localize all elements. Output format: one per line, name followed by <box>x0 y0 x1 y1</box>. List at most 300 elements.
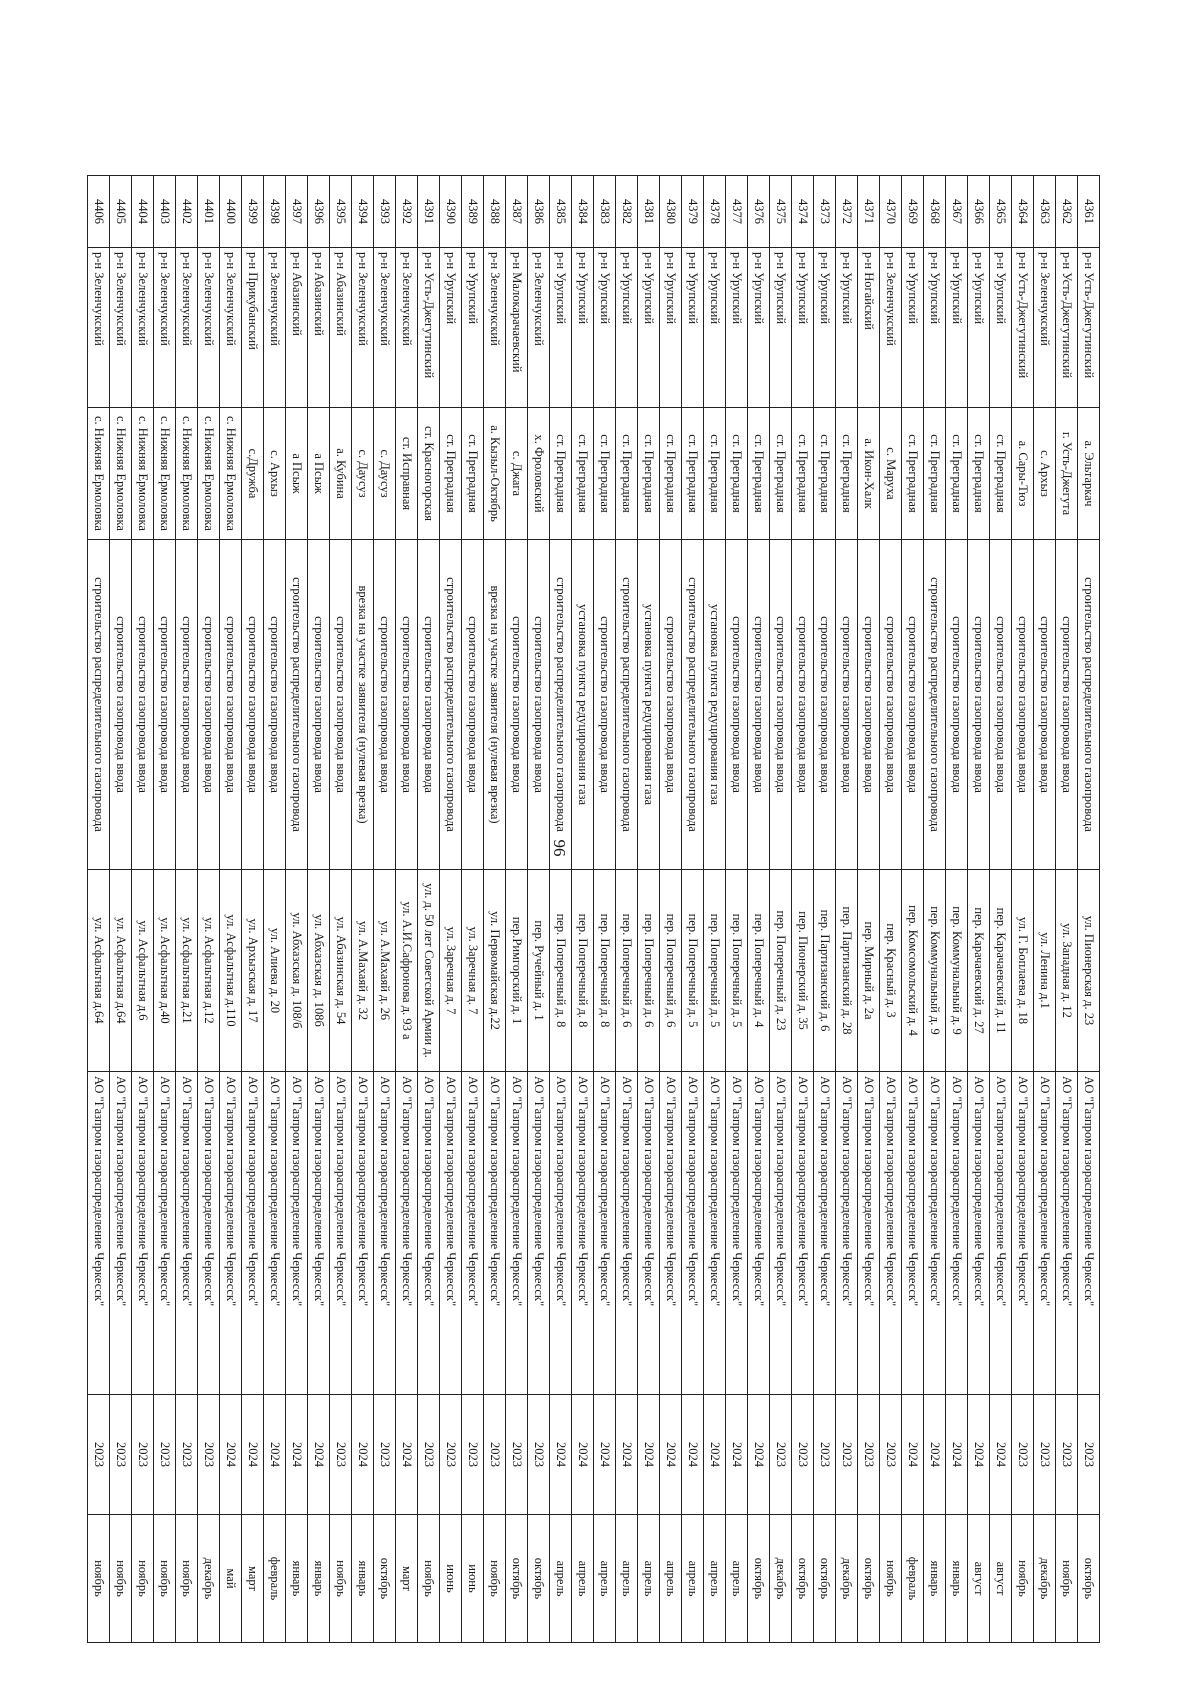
settlement-cell: с. Архыз <box>264 408 286 540</box>
district-cell: р-н Урупский <box>638 248 660 408</box>
work-type-cell: врезка на участке заявителя (нулевая врезка) <box>484 540 506 870</box>
row-number-cell: 4387 <box>506 176 528 248</box>
district-cell: р-н Зеленчукский <box>880 248 902 408</box>
table-row <box>110 176 132 1643</box>
district-cell: р-н Урупский <box>924 248 946 408</box>
work-type-cell: строительство газопровода ввода <box>220 540 242 870</box>
year-cell: 2023 <box>880 1395 902 1515</box>
district-cell: р-н Абазинский <box>330 248 352 408</box>
organization-cell: АО "Газпром газораспределение Черкесск" <box>550 1072 572 1395</box>
district-cell: р-н Зеленчукский <box>110 248 132 408</box>
organization-cell: АО "Газпром газораспределение Черкесск" <box>462 1072 484 1395</box>
row-number-cell: 4400 <box>220 176 242 248</box>
settlement-cell: с. Нижняя Ермоловка <box>176 408 198 540</box>
district-cell: р-н Зеленчукский <box>528 248 550 408</box>
work-type-cell: строительство распределительного газопровода <box>924 540 946 870</box>
row-number-cell: 4368 <box>924 176 946 248</box>
address-cell: ул. Ленина д.1 <box>1034 870 1056 1072</box>
year-cell: 2023 <box>1034 1395 1056 1515</box>
settlement-cell: ст. Преградная <box>924 408 946 540</box>
work-type-cell: строительство газопровода ввода <box>110 540 132 870</box>
gasification-schedule-table <box>87 175 1100 1643</box>
year-cell: 2023 <box>88 1395 110 1515</box>
organization-cell: АО "Газпром газораспределение Черкесск" <box>726 1072 748 1395</box>
month-cell: ноябрь <box>1012 1515 1034 1643</box>
month-cell: декабрь <box>198 1515 220 1643</box>
row-number-cell: 4366 <box>968 176 990 248</box>
table-row <box>308 176 330 1643</box>
district-cell: р-н Урупский <box>990 248 1012 408</box>
month-cell: март <box>396 1515 418 1643</box>
row-number-cell: 4377 <box>726 176 748 248</box>
address-cell: ул. Абазинская д. 54 <box>330 870 352 1072</box>
month-cell: январь <box>352 1515 374 1643</box>
settlement-cell: с. Маруха <box>880 408 902 540</box>
month-cell: декабрь <box>1034 1515 1056 1643</box>
address-cell: пер. Поперечный д. 8 <box>550 870 572 1072</box>
address-cell: пер. Поперечный д. 5 <box>682 870 704 1072</box>
table-row <box>726 176 748 1643</box>
month-cell: апрель <box>704 1515 726 1643</box>
year-cell: 2024 <box>550 1395 572 1515</box>
organization-cell: АО "Газпром газораспределение Черкесск" <box>902 1072 924 1395</box>
district-cell: р-н Урупский <box>902 248 924 408</box>
address-cell: ул. Асфальтная д.64 <box>88 870 110 1072</box>
table-row <box>550 176 572 1643</box>
table-row <box>704 176 726 1643</box>
work-type-cell: установка пункта редуцирования газа <box>638 540 660 870</box>
organization-cell: АО "Газпром газораспределение Черкесск" <box>352 1072 374 1395</box>
settlement-cell: ст. Преградная <box>682 408 704 540</box>
work-type-cell: строительство газопровода ввода <box>990 540 1012 870</box>
settlement-cell: с. Нижняя Ермоловка <box>220 408 242 540</box>
year-cell: 2023 <box>528 1395 550 1515</box>
settlement-cell: с. Архыз <box>1034 408 1056 540</box>
month-cell: апрель <box>550 1515 572 1643</box>
rotated-table-frame <box>92 175 1100 1642</box>
settlement-cell: ст. Преградная <box>770 408 792 540</box>
work-type-cell: строительство газопровода ввода <box>198 540 220 870</box>
settlement-cell: г. Усть-Джегута <box>1056 408 1078 540</box>
district-cell: р-н Ногайский <box>858 248 880 408</box>
table-row <box>990 176 1012 1643</box>
table-row <box>132 176 154 1643</box>
year-cell: 2023 <box>506 1395 528 1515</box>
month-cell: ноябрь <box>154 1515 176 1643</box>
address-cell: ул. Архызская д. 17 <box>242 870 264 1072</box>
address-cell: пер. Пионерский д. 35 <box>792 870 814 1072</box>
table-row <box>1034 176 1056 1643</box>
row-number-cell: 4394 <box>352 176 374 248</box>
table-row <box>594 176 616 1643</box>
table-row <box>880 176 902 1643</box>
month-cell: апрель <box>572 1515 594 1643</box>
settlement-cell: ст. Преградная <box>836 408 858 540</box>
work-type-cell: строительство газопровода ввода <box>1012 540 1034 870</box>
organization-cell: АО "Газпром газораспределение Черкесск" <box>286 1072 308 1395</box>
work-type-cell: строительство газопровода ввода <box>902 540 924 870</box>
work-type-cell: установка пункта редуцирования газа <box>704 540 726 870</box>
row-number-cell: 4399 <box>242 176 264 248</box>
month-cell: май <box>220 1515 242 1643</box>
month-cell: февраль <box>264 1515 286 1643</box>
year-cell: 2024 <box>352 1395 374 1515</box>
settlement-cell: с. Нижняя Ермоловка <box>132 408 154 540</box>
settlement-cell: а Псыж <box>308 408 330 540</box>
month-cell: январь <box>924 1515 946 1643</box>
settlement-cell: а. Кубина <box>330 408 352 540</box>
settlement-cell: ст. Преградная <box>616 408 638 540</box>
year-cell: 2023 <box>418 1395 440 1515</box>
settlement-cell: с. Даусуз <box>374 408 396 540</box>
row-number-cell: 4374 <box>792 176 814 248</box>
organization-cell: АО "Газпром газораспределение Черкесск" <box>396 1072 418 1395</box>
settlement-cell: а Псыж <box>286 408 308 540</box>
district-cell: р-н Малокарачаевский <box>506 248 528 408</box>
month-cell: март <box>242 1515 264 1643</box>
organization-cell: АО "Газпром газораспределение Черкесск" <box>660 1072 682 1395</box>
district-cell: р-н Зеленчукский <box>198 248 220 408</box>
row-number-cell: 4378 <box>704 176 726 248</box>
work-type-cell: строительство газопровода ввода <box>396 540 418 870</box>
row-number-cell: 4402 <box>176 176 198 248</box>
row-number-cell: 4364 <box>1012 176 1034 248</box>
month-cell: апрель <box>638 1515 660 1643</box>
settlement-cell: ст. Преградная <box>440 408 462 540</box>
address-cell: пер. Поперечный д. 5 <box>704 870 726 1072</box>
month-cell: октябрь <box>374 1515 396 1643</box>
organization-cell: АО "Газпром газораспределение Черкесск" <box>484 1072 506 1395</box>
table-row <box>770 176 792 1643</box>
year-cell: 2024 <box>990 1395 1012 1515</box>
year-cell: 2024 <box>726 1395 748 1515</box>
district-cell: р-н Усть-Джегутинский <box>1078 248 1100 408</box>
year-cell: 2024 <box>968 1395 990 1515</box>
organization-cell: АО "Газпром газораспределение Черкесск" <box>748 1072 770 1395</box>
row-number-cell: 4382 <box>616 176 638 248</box>
table-row <box>836 176 858 1643</box>
district-cell: р-н Усть-Джегутинский <box>418 248 440 408</box>
table-row <box>528 176 550 1643</box>
work-type-cell: строительство газопровода ввода <box>1034 540 1056 870</box>
address-cell: пер. Карачаевский д. 27 <box>968 870 990 1072</box>
table-row <box>220 176 242 1643</box>
work-type-cell: строительство газопровода ввода <box>836 540 858 870</box>
row-number-cell: 4392 <box>396 176 418 248</box>
row-number-cell: 4388 <box>484 176 506 248</box>
year-cell: 2024 <box>264 1395 286 1515</box>
year-cell: 2023 <box>330 1395 352 1515</box>
row-number-cell: 4384 <box>572 176 594 248</box>
month-cell: апрель <box>682 1515 704 1643</box>
row-number-cell: 4397 <box>286 176 308 248</box>
work-type-cell: строительство газопровода ввода <box>462 540 484 870</box>
settlement-cell: ст. Преградная <box>814 408 836 540</box>
year-cell: 2024 <box>616 1395 638 1515</box>
district-cell: р-н Зеленчукский <box>88 248 110 408</box>
row-number-cell: 4375 <box>770 176 792 248</box>
month-cell: ноябрь <box>1056 1515 1078 1643</box>
settlement-cell: с.Дружба <box>242 408 264 540</box>
district-cell: р-н Зеленчукский <box>220 248 242 408</box>
organization-cell: АО "Газпром газораспределение Черкесск" <box>132 1072 154 1395</box>
year-cell: 2023 <box>462 1395 484 1515</box>
settlement-cell: ст. Преградная <box>748 408 770 540</box>
organization-cell: АО "Газпром газораспределение Черкесск" <box>440 1072 462 1395</box>
row-number-cell: 4393 <box>374 176 396 248</box>
work-type-cell: строительство газопровода ввода <box>660 540 682 870</box>
row-number-cell: 4406 <box>88 176 110 248</box>
district-cell: р-н Зеленчукский <box>154 248 176 408</box>
table-row <box>660 176 682 1643</box>
table-row <box>682 176 704 1643</box>
address-cell: пер. Мирный д. 2а <box>858 870 880 1072</box>
table-row <box>352 176 374 1643</box>
organization-cell: АО "Газпром газораспределение Черкесск" <box>638 1072 660 1395</box>
address-cell: пер. Комсомольский д. 4 <box>902 870 924 1072</box>
month-cell: январь <box>286 1515 308 1643</box>
work-type-cell: врезка на участке заявителя (нулевая врезка) <box>352 540 374 870</box>
year-cell: 2023 <box>440 1395 462 1515</box>
address-cell: пер. Ручейный д. 1 <box>528 870 550 1072</box>
work-type-cell: строительство газопровода ввода <box>308 540 330 870</box>
district-cell: р-н Зеленчукский <box>484 248 506 408</box>
row-number-cell: 4372 <box>836 176 858 248</box>
row-number-cell: 4391 <box>418 176 440 248</box>
table-row <box>1012 176 1034 1643</box>
year-cell: 2024 <box>242 1395 264 1515</box>
row-number-cell: 4381 <box>638 176 660 248</box>
row-number-cell: 4383 <box>594 176 616 248</box>
organization-cell: АО "Газпром газораспределение Черкесск" <box>110 1072 132 1395</box>
row-number-cell: 4376 <box>748 176 770 248</box>
settlement-cell: а. Кызыл-Октябрь <box>484 408 506 540</box>
address-cell: ул. Асфальтная д.6 <box>132 870 154 1072</box>
table-row <box>484 176 506 1643</box>
row-number-cell: 4369 <box>902 176 924 248</box>
year-cell: 2023 <box>792 1395 814 1515</box>
address-cell: ул. А.Махаяй д. 26 <box>374 870 396 1072</box>
row-number-cell: 4373 <box>814 176 836 248</box>
year-cell: 2023 <box>1078 1395 1100 1515</box>
settlement-cell: ст. Преградная <box>902 408 924 540</box>
organization-cell: АО "Газпром газораспределение Черкесск" <box>506 1072 528 1395</box>
settlement-cell: ст. Красногорская <box>418 408 440 540</box>
work-type-cell: строительство газопровода ввода <box>792 540 814 870</box>
address-cell: пер. Карачаевский д. 11 <box>990 870 1012 1072</box>
address-cell: пер. Поперечный д. 6 <box>616 870 638 1072</box>
district-cell: р-н Урупский <box>968 248 990 408</box>
organization-cell: АО "Газпром газораспределение Черкесск" <box>682 1072 704 1395</box>
month-cell: август <box>968 1515 990 1643</box>
work-type-cell: строительство газопровода ввода <box>748 540 770 870</box>
district-cell: р-н Урупский <box>814 248 836 408</box>
address-cell: ул. Заречная д. 7 <box>462 870 484 1072</box>
address-cell: пер. Коммунальный д. 9 <box>924 870 946 1072</box>
year-cell: 2023 <box>770 1395 792 1515</box>
address-cell: пер. Поперечный д. 23 <box>770 870 792 1072</box>
year-cell: 2023 <box>484 1395 506 1515</box>
row-number-cell: 4405 <box>110 176 132 248</box>
settlement-cell: ст. Преградная <box>572 408 594 540</box>
organization-cell: АО "Газпром газораспределение Черкесск" <box>330 1072 352 1395</box>
year-cell: 2024 <box>638 1395 660 1515</box>
organization-cell: АО "Газпром газораспределение Черкесск" <box>858 1072 880 1395</box>
settlement-cell: с. Нижняя Ермоловка <box>88 408 110 540</box>
table-row <box>792 176 814 1643</box>
month-cell: ноябрь <box>484 1515 506 1643</box>
settlement-cell: ст. Преградная <box>990 408 1012 540</box>
organization-cell: АО "Газпром газораспределение Черкесск" <box>616 1072 638 1395</box>
work-type-cell: строительство газопровода ввода <box>880 540 902 870</box>
row-number-cell: 4390 <box>440 176 462 248</box>
settlement-cell: с. Нижняя Ермоловка <box>110 408 132 540</box>
organization-cell: АО "Газпром газораспределение Черкесск" <box>946 1072 968 1395</box>
table-row <box>924 176 946 1643</box>
organization-cell: АО "Газпром газораспределение Черкесск" <box>792 1072 814 1395</box>
row-number-cell: 4379 <box>682 176 704 248</box>
district-cell: р-н Урупский <box>704 248 726 408</box>
year-cell: 2023 <box>374 1395 396 1515</box>
organization-cell: АО "Газпром газораспределение Черкесск" <box>528 1072 550 1395</box>
table-container <box>92 175 1100 1642</box>
row-number-cell: 4404 <box>132 176 154 248</box>
district-cell: р-н Зеленчукский <box>264 248 286 408</box>
month-cell: декабрь <box>770 1515 792 1643</box>
month-cell: ноябрь <box>88 1515 110 1643</box>
month-cell: июнь <box>462 1515 484 1643</box>
year-cell: 2023 <box>198 1395 220 1515</box>
work-type-cell: строительство распределительного газопровода <box>286 540 308 870</box>
settlement-cell: а. Икон-Халк <box>858 408 880 540</box>
address-cell: ул. д. 50 лет Советской Армии д. <box>418 870 440 1072</box>
work-type-cell: строительство распределительного газопровода <box>1078 540 1100 870</box>
district-cell: р-н Зеленчукский <box>396 248 418 408</box>
table-row <box>902 176 924 1643</box>
table-row <box>638 176 660 1643</box>
table-row <box>968 176 990 1643</box>
row-number-cell: 4367 <box>946 176 968 248</box>
month-cell: октябрь <box>814 1515 836 1643</box>
district-cell: р-н Урупский <box>836 248 858 408</box>
work-type-cell: строительство газопровода ввода <box>528 540 550 870</box>
settlement-cell: ст. Исправная <box>396 408 418 540</box>
organization-cell: АО "Газпром газораспределение Черкесск" <box>198 1072 220 1395</box>
organization-cell: АО "Газпром газораспределение Черкесск" <box>1078 1072 1100 1395</box>
year-cell: 2024 <box>682 1395 704 1515</box>
district-cell: р-н Зеленчукский <box>176 248 198 408</box>
month-cell: октябрь <box>506 1515 528 1643</box>
row-number-cell: 4385 <box>550 176 572 248</box>
address-cell: ул. Асфальтная д.21 <box>176 870 198 1072</box>
address-cell: ул. Абхазская д. 108/б <box>286 870 308 1072</box>
year-cell: 2023 <box>836 1395 858 1515</box>
address-cell: ул. Асфальтная д.40 <box>154 870 176 1072</box>
district-cell: р-н Урупский <box>770 248 792 408</box>
district-cell: р-н Урупский <box>726 248 748 408</box>
row-number-cell: 4370 <box>880 176 902 248</box>
row-number-cell: 4361 <box>1078 176 1100 248</box>
organization-cell: АО "Газпром газораспределение Черкесск" <box>308 1072 330 1395</box>
row-number-cell: 4371 <box>858 176 880 248</box>
address-cell: ул. Асфальтная д.110 <box>220 870 242 1072</box>
district-cell: р-н Урупский <box>462 248 484 408</box>
month-cell: февраль <box>902 1515 924 1643</box>
district-cell: р-н Урупский <box>748 248 770 408</box>
settlement-cell: с. Нижняя Ермоловка <box>154 408 176 540</box>
table-row <box>748 176 770 1643</box>
year-cell: 2024 <box>748 1395 770 1515</box>
organization-cell: АО "Газпром газораспределение Черкесск" <box>264 1072 286 1395</box>
settlement-cell: ст. Преградная <box>550 408 572 540</box>
year-cell: 2023 <box>1012 1395 1034 1515</box>
district-cell: р-н Зеленчукский <box>132 248 154 408</box>
work-type-cell: строительство газопровода ввода <box>858 540 880 870</box>
year-cell: 2023 <box>1056 1395 1078 1515</box>
month-cell: январь <box>308 1515 330 1643</box>
work-type-cell: строительство газопровода ввода <box>242 540 264 870</box>
year-cell: 2024 <box>704 1395 726 1515</box>
table-row <box>462 176 484 1643</box>
year-cell: 2024 <box>308 1395 330 1515</box>
address-cell: пер. Поперечный д. 4 <box>748 870 770 1072</box>
table-row <box>616 176 638 1643</box>
table-row <box>946 176 968 1643</box>
table-row <box>88 176 110 1643</box>
year-cell: 2024 <box>660 1395 682 1515</box>
row-number-cell: 4395 <box>330 176 352 248</box>
row-number-cell: 4365 <box>990 176 1012 248</box>
organization-cell: АО "Газпром газораспределение Черкесск" <box>968 1072 990 1395</box>
month-cell: октябрь <box>748 1515 770 1643</box>
work-type-cell: строительство газопровода ввода <box>330 540 352 870</box>
district-cell: р-н Зеленчукский <box>352 248 374 408</box>
row-number-cell: 4386 <box>528 176 550 248</box>
address-cell: ул. Пионерская д. 23 <box>1078 870 1100 1072</box>
row-number-cell: 4389 <box>462 176 484 248</box>
month-cell: ноябрь <box>880 1515 902 1643</box>
organization-cell: АО "Газпром газораспределение Черкесск" <box>374 1072 396 1395</box>
year-cell: 2024 <box>946 1395 968 1515</box>
settlement-cell: а. Сары-Тюз <box>1012 408 1034 540</box>
year-cell: 2024 <box>572 1395 594 1515</box>
table-row <box>1056 176 1078 1643</box>
address-cell: ул. Первомайская д.22 <box>484 870 506 1072</box>
organization-cell: АО "Газпром газораспределение Черкесск" <box>88 1072 110 1395</box>
organization-cell: АО "Газпром газораспределение Черкесск" <box>990 1072 1012 1395</box>
work-type-cell: строительство распределительного газопровода <box>682 540 704 870</box>
settlement-cell: ст. Преградная <box>792 408 814 540</box>
organization-cell: АО "Газпром газораспределение Черкесск" <box>880 1072 902 1395</box>
address-cell: пер. Партизанский д. 6 <box>814 870 836 1072</box>
work-type-cell: установка пункта редуцирования газа <box>572 540 594 870</box>
month-cell: октябрь <box>528 1515 550 1643</box>
address-cell: ул. Асфальтная д.64 <box>110 870 132 1072</box>
work-type-cell: строительство газопровода ввода <box>594 540 616 870</box>
settlement-cell: а. Эльтаркач <box>1078 408 1100 540</box>
table-row <box>506 176 528 1643</box>
address-cell: ул. Абхазская д. 108б <box>308 870 330 1072</box>
organization-cell: АО "Газпром газораспределение Черкесск" <box>1034 1072 1056 1395</box>
table-body <box>88 176 1100 1643</box>
work-type-cell: строительство распределительного газопровода <box>616 540 638 870</box>
settlement-cell: ст. Преградная <box>726 408 748 540</box>
district-cell: р-н Урупский <box>594 248 616 408</box>
row-number-cell: 4401 <box>198 176 220 248</box>
address-cell: ул. Г. Боплаева д. 18 <box>1012 870 1034 1072</box>
row-number-cell: 4396 <box>308 176 330 248</box>
district-cell: р-н Урупский <box>572 248 594 408</box>
